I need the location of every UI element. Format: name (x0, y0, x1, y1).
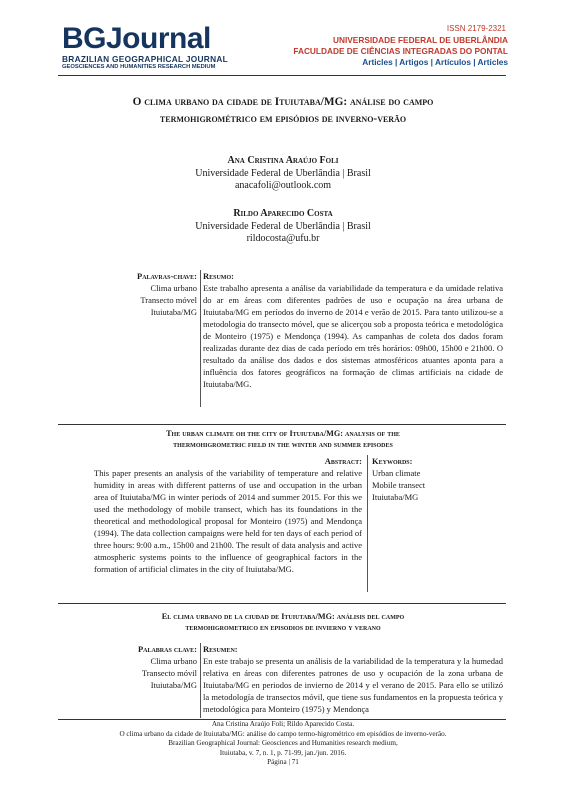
keyword: Transecto móvel (140, 295, 197, 305)
logo-tagline: GEOSCIENCES AND HUMANITIES RESEARCH MEDIUM (62, 64, 216, 70)
title-line: The urban climate oh the city of Ituiutaba/MG: analysis of the (166, 429, 400, 438)
footer-volume: Ituiutaba, v. 7, n. 1, p. 71-99, jan./jun. 2016. (219, 748, 347, 757)
en-keywords (372, 455, 504, 503)
keyword: Clima urbano (150, 283, 197, 293)
pt-abstract-label: Resumo: (203, 271, 234, 281)
title-line: termohigrométrico em episódios de inverno-verão (159, 113, 407, 125)
pt-keywords-label: Palavras-chave: (137, 271, 197, 281)
title-line: thermohigrometric field in the winter and summer episodes (173, 440, 393, 449)
pt-keywords (60, 270, 197, 318)
author-email: rildocosta@ufu.br (246, 233, 320, 244)
en-abstract-label: Abstract: (324, 456, 362, 466)
university-name: UNIVERSIDADE FEDERAL DE UBERLÂNDIA (332, 35, 508, 45)
article-title (60, 94, 506, 128)
es-keywords-label: Palabras clave: (137, 644, 197, 654)
keyword: Transecto móvil (141, 668, 197, 678)
keyword: Ituiutaba/MG (372, 492, 419, 502)
header-institution (293, 35, 508, 68)
es-abstract-text: En este trabajo se presenta un análisis de la variabilidad de la temperatura y la humedad relativa en áreas con diferentes patrones de uso y ocupación de la zona urbana de Ituiutaba/MG en periodos de invierno de 2014 y el verano de 2015. Para ello se utilizó la metodología de transectos móvil, que tiene sus fundamentos en la propuesta teórica y metodológica para Monteiro (1975) y Mendonça (203, 656, 503, 714)
issn: ISSN 2179-2321 (446, 24, 506, 33)
es-title (60, 611, 506, 633)
logo-title: BGJournal (62, 22, 211, 55)
citation-footer (60, 720, 506, 768)
es-keywords (60, 643, 197, 691)
author-2 (60, 208, 506, 246)
author-name: Rildo Aparecido Costa (233, 208, 333, 219)
author-affiliation: Universidade Federal de Uberlândia | Brasil (195, 167, 371, 179)
keyword: Urban climate (372, 468, 421, 478)
section-links: Articles | Artigos | Artículos | Articles (362, 57, 508, 67)
title-line: termohigrometrico en episodios de invierno y verano (185, 623, 381, 632)
es-divider (200, 643, 201, 718)
en-abstract-label-wrap (94, 455, 362, 467)
footer-title: O clima urbano da cidade de Ituiutaba/MG: análise do campo termo-higrométrico em episódios de inverno-verão. (119, 729, 447, 738)
pt-abstract-text: Este trabalho apresenta a análise da variabilidade da temperatura e da umidade relativa do ar em áreas com diferentes padrões de uso e ocupação na área urbana de Ituiutaba/MG em períodos do inverno de 2014 e verão de 2015. Para tanto utilizou-se a metodologia do transecto móvel, que se alicerçou sob a proposta teórica e metodológica de Monteiro (1975) e Mendonça (1994). As campanhas de coleta dos dados foram realizadas durante dez dias de cada período em três horários: 09h00, 15h00 e 21h00. O resultado da análise dos dados e dos sistemas atmosféricos atuantes aponta para a influência dos fatores geográficos na formação de climas artificiais na cidade de Ituiutaba/MG. (203, 283, 503, 389)
en-abstract-text: This paper presents an analysis of the variability of temperature and relative humidity in areas with different patterns of use and occupation in the urban area of Ituiutaba/MG in winter periods of 2014 and summer 2015. For this we used the methodology of mobile transect, which has its foundations in the theoretical and methodological proposal for Monteiro (1975) and Mendonça (1994). The data collection campaigns were held for ten days of each period of three hours: 9:00 a.m., 15h00 and 21h00. The result of data analysis and active atmospheric systems points to the influence of geographical factors in the formation of artificial climates in the city of Ituiutaba/MG. (94, 468, 362, 574)
page-number: Página | 71 (267, 758, 299, 766)
header-divider (58, 75, 506, 76)
section-divider (58, 603, 506, 604)
logo-subtitle: BRAZILIAN GEOGRAPHICAL JOURNAL (62, 54, 229, 64)
es-abstract (203, 643, 503, 719)
footer-authors: Ana Cristina Araújo Foli; Rildo Aparecido Costa. (211, 720, 355, 728)
footer-journal: Brazilian Geographical Journal: Geosciences and Humanities research medium, (168, 739, 398, 747)
author-affiliation: Universidade Federal de Uberlândia | Brasil (195, 220, 371, 232)
keyword: Mobile transect (372, 480, 426, 490)
pt-divider (200, 270, 201, 407)
keyword: Clima urbano (150, 656, 197, 666)
author-1 (60, 155, 506, 193)
journal-logo (62, 24, 292, 71)
en-divider (367, 455, 368, 592)
section-divider (58, 424, 506, 425)
keyword: Ituiutaba/MG (150, 307, 197, 317)
faculty-name: FACULDADE DE CIÊNCIAS INTEGRADAS DO PONTAL (293, 46, 508, 56)
pt-abstract (203, 270, 503, 390)
title-line: O clima urbano da cidade de Ituiutaba/MG: análise do campo (132, 96, 434, 108)
es-abstract-label: Resumen: (203, 644, 238, 654)
author-email: anacafoli@outlook.com (234, 180, 332, 191)
en-keywords-label: Keywords: (372, 456, 413, 466)
title-line: El clima urbano de la ciudad de Ituiutaba/MG: análisis del campo (161, 612, 405, 621)
keyword: Ituiutaba/MG (150, 680, 197, 690)
author-name: Ana Cristina Araújo Foli (227, 155, 339, 166)
en-title (60, 428, 506, 450)
